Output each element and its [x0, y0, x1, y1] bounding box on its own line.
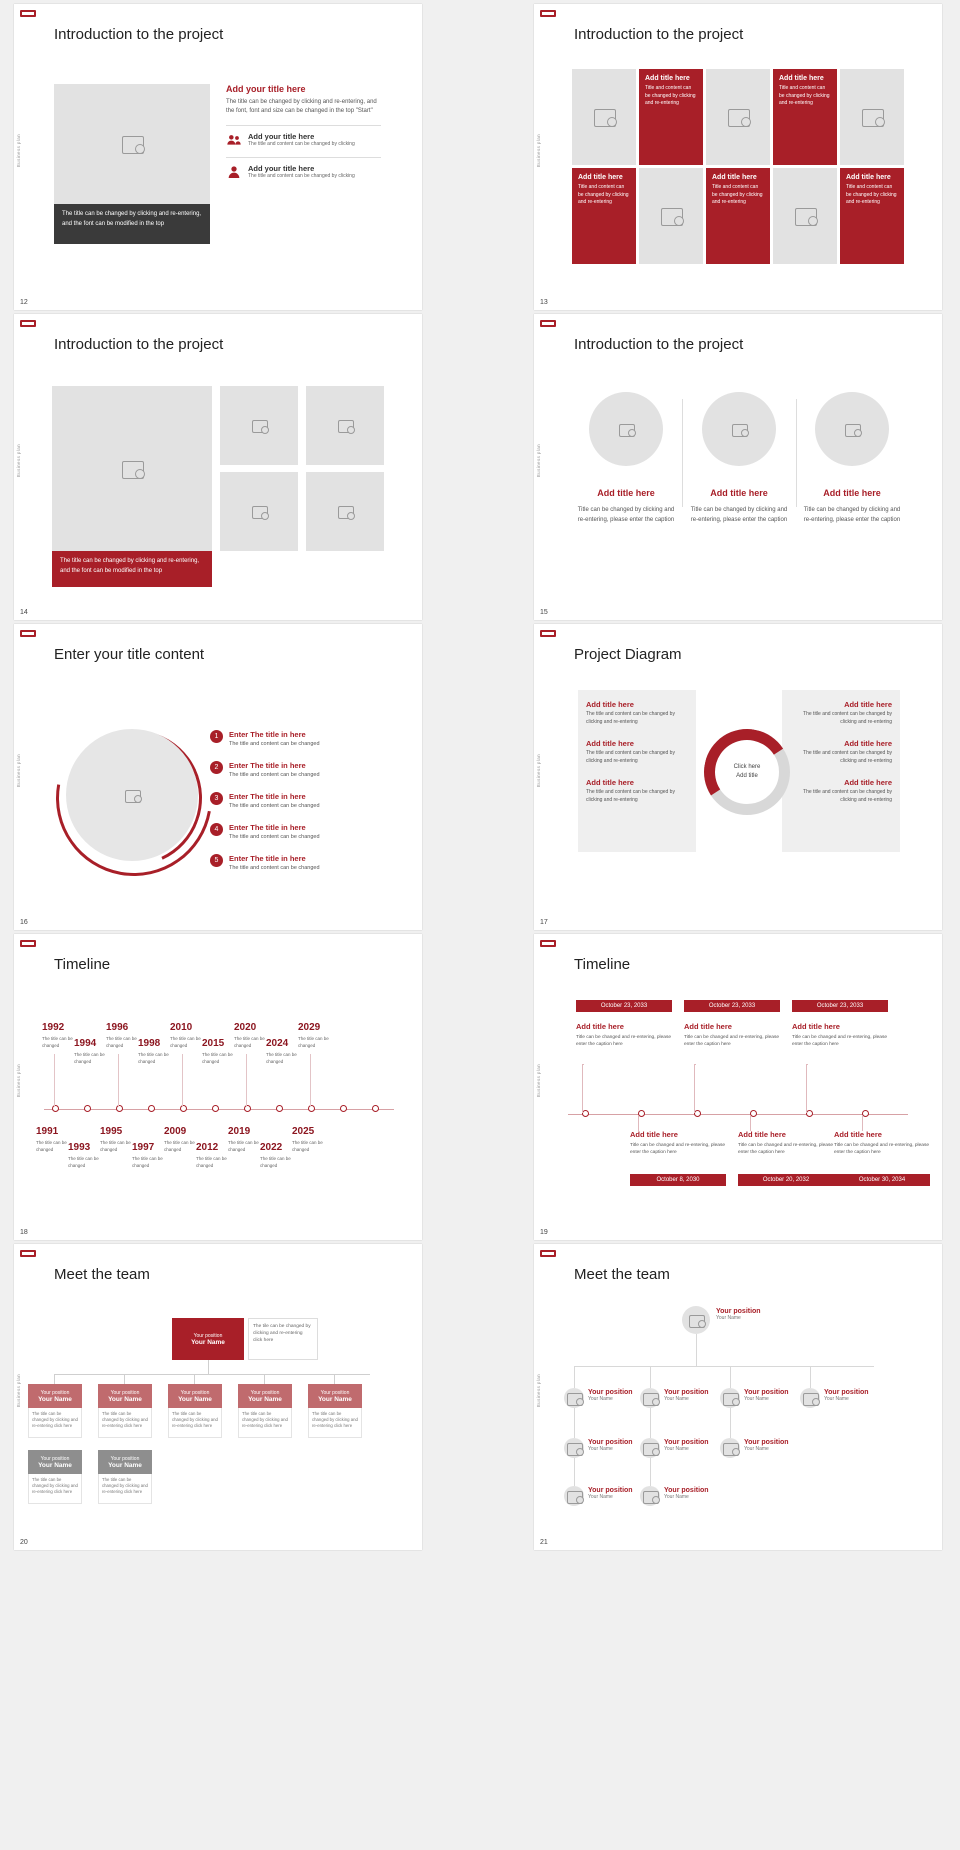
node-name: Your Name: [664, 1494, 689, 1500]
timeline-year[interactable]: 1991: [36, 1126, 59, 1137]
node-position: Your position: [110, 1389, 140, 1396]
page-title: Timeline: [54, 956, 111, 973]
brand-logo-icon: [540, 630, 556, 637]
node-position: Your position: [588, 1439, 633, 1446]
date-badge[interactable]: October 8, 2030: [630, 1174, 726, 1186]
brand-logo-icon: [20, 10, 36, 17]
item-number: 3: [210, 792, 223, 805]
avatar[interactable]: [640, 1486, 660, 1506]
org-node[interactable]: [308, 1384, 362, 1408]
tile-title: Add title here: [712, 174, 757, 181]
node-caption: The title can be changed by clicking and re-entering click here: [308, 1408, 362, 1438]
image-placeholder[interactable]: [706, 69, 770, 165]
page-number: 12: [20, 299, 28, 306]
timeline-year[interactable]: 1995: [100, 1126, 123, 1137]
item-title: Enter The title in here: [229, 761, 306, 770]
item-number: 4: [210, 823, 223, 836]
column-title: Add title here: [597, 488, 655, 498]
item-body: The title and content can be changed: [229, 741, 320, 747]
image-placeholder[interactable]: [773, 168, 837, 264]
tile-body: Title and content can be changed by clicking and re-entering: [712, 184, 763, 205]
timeline-year[interactable]: 2022: [260, 1142, 283, 1153]
timeline-desc: The title can be changed: [298, 1036, 329, 1048]
item-body: The title and content can be changed: [229, 803, 320, 809]
list-item[interactable]: [210, 854, 385, 871]
side-label: Business plan: [16, 1064, 21, 1098]
side-label: Business plan: [536, 1374, 541, 1408]
avatar[interactable]: [564, 1438, 584, 1458]
image-placeholder[interactable]: [815, 392, 889, 466]
node-position: Your position: [744, 1389, 789, 1396]
brand-logo-icon: [540, 940, 556, 947]
node-caption: The title can be changed by clicking and re-entering click here: [98, 1474, 152, 1504]
caption-band: The title can be changed by clicking and re-entering, and the font can be modified in the top: [52, 551, 212, 587]
brand-logo-icon: [540, 1250, 556, 1257]
page-number: 13: [540, 299, 548, 306]
item-body: Title can be changed and re-entering, please enter the caption here: [630, 1143, 726, 1156]
node-name: Your Name: [744, 1396, 769, 1402]
list-item[interactable]: [210, 730, 385, 747]
tile-body: Title and content can be changed by clicking and re-entering: [578, 184, 629, 205]
node-name: Your Name: [716, 1315, 741, 1321]
tile-body: Title and content can be changed by clicking and re-entering: [846, 184, 897, 205]
brand-logo-icon: [20, 1250, 36, 1257]
tile-title: Add title here: [779, 75, 824, 82]
item-body: Title can be changed and re-entering, please enter the caption here: [684, 1035, 780, 1048]
image-placeholder[interactable]: [840, 69, 904, 165]
node-name: Your Name: [38, 1461, 72, 1469]
section-title: Add your title here: [226, 84, 306, 94]
column-body: Title can be changed by clicking and re-entering, please enter the caption: [803, 507, 901, 524]
timeline-desc: The title can be changed: [74, 1052, 105, 1064]
timeline-year[interactable]: 1993: [68, 1142, 91, 1153]
timeline-axis: [568, 1114, 908, 1115]
timeline-desc: The title can be changed: [196, 1156, 227, 1168]
node-name: Your Name: [588, 1396, 613, 1402]
node-name: Your Name: [178, 1395, 212, 1403]
cycle-center-line2: Add title: [736, 773, 758, 779]
left-panel: [578, 690, 696, 852]
node-name: Your Name: [191, 1338, 225, 1346]
item-title: Add title here: [630, 1130, 678, 1139]
side-label: Business plan: [536, 1064, 541, 1098]
item-body: The title and content can be changed: [229, 834, 320, 840]
item-body: The title and content can be changed: [229, 865, 320, 871]
item-title: Add title here: [844, 778, 892, 787]
org-node[interactable]: [168, 1384, 222, 1408]
item-body: Title can be changed and re-entering, please enter the caption here: [834, 1143, 930, 1156]
column-title: Add title here: [823, 488, 881, 498]
slide-14[interactable]: [14, 314, 422, 620]
node-position: Your position: [664, 1487, 709, 1494]
list-item[interactable]: [586, 700, 688, 726]
item-body: Title can be changed and re-entering, please enter the caption here: [576, 1035, 672, 1048]
item-title: Add your title here: [248, 164, 315, 174]
date-badge[interactable]: October 30, 2034: [834, 1174, 930, 1186]
slide-12[interactable]: [14, 4, 422, 310]
column-body: Title can be changed by clicking and re-entering, please enter the caption: [690, 507, 788, 524]
image-placeholder[interactable]: [306, 386, 384, 465]
node-caption: The title can be changed by clicking and re-entering click here: [98, 1408, 152, 1438]
item-title: Add title here: [844, 739, 892, 748]
tile-text[interactable]: [572, 168, 636, 264]
side-label: Business plan: [16, 754, 21, 788]
node-position: Your position: [664, 1439, 709, 1446]
side-label: Business plan: [536, 444, 541, 478]
tile-text[interactable]: [639, 69, 703, 165]
node-position: Your position: [320, 1389, 350, 1396]
column-title: Add title here: [710, 488, 768, 498]
list-item[interactable]: [210, 823, 385, 840]
timeline-year[interactable]: 2010: [170, 1022, 193, 1033]
list-item[interactable]: [790, 739, 892, 765]
page-title: Introduction to the project: [54, 26, 224, 43]
avatar[interactable]: [640, 1438, 660, 1458]
timeline-year[interactable]: 2029: [298, 1022, 321, 1033]
org-node[interactable]: [238, 1384, 292, 1408]
item-title: Add title here: [586, 778, 634, 787]
item-title: Add title here: [586, 700, 634, 709]
brand-logo-icon: [20, 630, 36, 637]
avatar[interactable]: [720, 1388, 740, 1408]
page-number: 17: [540, 919, 548, 926]
node-position: Your position: [193, 1332, 223, 1339]
image-placeholder-main[interactable]: [52, 386, 212, 551]
avatar[interactable]: [564, 1388, 584, 1408]
org-node[interactable]: [28, 1384, 82, 1408]
list-item[interactable]: [790, 700, 892, 726]
timeline-year[interactable]: 1998: [138, 1038, 161, 1049]
item-body: The title and content can be changed by clicking and re-entering: [803, 711, 892, 725]
item-title: Add title here: [738, 1130, 786, 1139]
org-node[interactable]: [28, 1450, 82, 1474]
timeline-year[interactable]: 2025: [292, 1126, 315, 1137]
cycle-diagram[interactable]: [704, 729, 790, 815]
person-icon: [226, 164, 242, 180]
node-name: Your Name: [664, 1446, 689, 1452]
item-title: Add title here: [844, 700, 892, 709]
timeline-desc: The title can be changed: [234, 1036, 265, 1048]
image-placeholder[interactable]: [589, 392, 663, 466]
slide-17[interactable]: [534, 624, 942, 930]
image-placeholder[interactable]: [220, 472, 298, 551]
list-item[interactable]: [210, 761, 385, 778]
list-item[interactable]: [586, 778, 688, 804]
timeline-year[interactable]: 2015: [202, 1038, 225, 1049]
timeline-year[interactable]: 1996: [106, 1022, 129, 1033]
item-body: The title and content can be changed by clicking: [248, 173, 355, 180]
image-placeholder[interactable]: [702, 392, 776, 466]
timeline-desc: The title can be changed: [292, 1140, 323, 1152]
timeline-desc: The title can be changed: [68, 1156, 99, 1168]
page-title: Enter your title content: [54, 646, 205, 663]
item-title: Add title here: [792, 1022, 840, 1031]
tile-text[interactable]: [773, 69, 837, 165]
timeline-desc: The title can be changed: [266, 1052, 297, 1064]
timeline-desc: The title can be changed: [106, 1036, 137, 1048]
node-name: Your Name: [744, 1446, 769, 1452]
tile-body: Title and content can be changed by clicking and re-entering: [645, 85, 696, 106]
timeline-year[interactable]: 2019: [228, 1126, 251, 1137]
side-label: Business plan: [536, 754, 541, 788]
slide-13[interactable]: [534, 4, 942, 310]
tile-title: Add title here: [846, 174, 891, 181]
timeline-year[interactable]: 2024: [266, 1038, 289, 1049]
brand-logo-icon: [540, 10, 556, 17]
page-number: 14: [20, 609, 28, 616]
image-placeholder-circle[interactable]: [66, 729, 198, 861]
image-placeholder[interactable]: [54, 84, 210, 204]
timeline-desc: The title can be changed: [228, 1140, 259, 1152]
item-number: 1: [210, 730, 223, 743]
page-number: 20: [20, 1539, 28, 1546]
people-icon: [226, 132, 242, 148]
node-name: Your Name: [824, 1396, 849, 1402]
timeline-year[interactable]: 1994: [74, 1038, 97, 1049]
timeline-year[interactable]: 2012: [196, 1142, 219, 1153]
page-title: Introduction to the project: [54, 336, 224, 353]
brand-logo-icon: [540, 320, 556, 327]
timeline-year[interactable]: 1997: [132, 1142, 155, 1153]
page-title: Project Diagram: [574, 646, 682, 663]
node-position: Your position: [40, 1389, 70, 1396]
page-number: 15: [540, 609, 548, 616]
node-position: Your position: [250, 1389, 280, 1396]
page-title: Introduction to the project: [574, 26, 744, 43]
side-label: Business plan: [16, 134, 21, 168]
section-body: The title can be changed by clicking and re-entering, and the font, font and size can be changed in the top "Start": [226, 99, 377, 114]
node-name: Your Name: [588, 1446, 613, 1452]
node-name: Your Name: [588, 1494, 613, 1500]
item-body: Title can be changed and re-entering, please enter the caption here: [738, 1143, 834, 1156]
root-note[interactable]: The tile can be changed by clicking and re-entering click here: [248, 1318, 318, 1360]
node-caption: The title can be changed by clicking and re-entering click here: [28, 1474, 82, 1504]
caption-band: The title can be changed by clicking and re-entering, and the font can be modified in the top: [54, 204, 210, 244]
date-badge[interactable]: October 23, 2033: [792, 1000, 888, 1012]
side-label: Business plan: [16, 1374, 21, 1408]
slide-18[interactable]: [14, 934, 422, 1240]
node-position: Your position: [664, 1389, 709, 1396]
avatar[interactable]: [640, 1388, 660, 1408]
node-name: Your Name: [108, 1395, 142, 1403]
org-root-node[interactable]: [172, 1318, 244, 1360]
item-body: The title and content can be changed by clicking and re-entering: [586, 789, 675, 803]
node-position: Your position: [716, 1308, 761, 1315]
item-title: Enter The title in here: [229, 823, 306, 832]
item-title: Enter The title in here: [229, 792, 306, 801]
item-body: The title and content can be changed: [229, 772, 320, 778]
image-placeholder[interactable]: [220, 386, 298, 465]
item-title: Enter The title in here: [229, 854, 306, 863]
node-position: Your position: [180, 1389, 210, 1396]
avatar[interactable]: [564, 1486, 584, 1506]
node-caption: The title can be changed by clicking and re-entering click here: [238, 1408, 292, 1438]
node-caption: The title can be changed by clicking and re-entering click here: [168, 1408, 222, 1438]
list-item[interactable]: [226, 125, 381, 148]
timeline-desc: The title can be changed: [202, 1052, 233, 1064]
timeline-year[interactable]: 1992: [42, 1022, 65, 1033]
item-title: Add your title here: [248, 132, 315, 141]
slide-16[interactable]: [14, 624, 422, 930]
org-node[interactable]: [98, 1450, 152, 1474]
node-name: Your Name: [38, 1395, 72, 1403]
tile-grid: [572, 69, 904, 264]
node-position: Your position: [588, 1487, 633, 1494]
page-title: Timeline: [574, 956, 631, 973]
timeline-desc: The title can be changed: [138, 1052, 169, 1064]
page-title: Introduction to the project: [574, 336, 744, 353]
image-placeholder[interactable]: [639, 168, 703, 264]
column-body: Title can be changed by clicking and re-entering, please enter the caption: [577, 507, 675, 524]
side-label: Business plan: [16, 444, 21, 478]
item-body: The title and content can be changed by clicking and re-entering: [586, 711, 675, 725]
list-item[interactable]: [790, 778, 892, 804]
image-placeholder[interactable]: [572, 69, 636, 165]
right-panel: [782, 690, 900, 852]
tile-text[interactable]: [706, 168, 770, 264]
item-title: Add title here: [834, 1130, 882, 1139]
item-body: The title and content can be changed by clicking: [248, 141, 355, 147]
tile-text[interactable]: [840, 168, 904, 264]
tile-title: Add title here: [578, 174, 623, 181]
item-body: Title can be changed and re-entering, please enter the caption here: [792, 1035, 888, 1048]
slide-19[interactable]: [534, 934, 942, 1240]
item-number: 5: [210, 854, 223, 867]
date-badge[interactable]: October 23, 2033: [576, 1000, 672, 1012]
timeline-desc: The title can be changed: [100, 1140, 131, 1152]
list-item[interactable]: [210, 792, 385, 809]
slide-20[interactable]: [14, 1244, 422, 1550]
page-number: 19: [540, 1229, 548, 1236]
brand-logo-icon: [20, 320, 36, 327]
node-position: Your position: [40, 1455, 70, 1462]
node-name: Your Name: [248, 1395, 282, 1403]
node-position: Your position: [110, 1455, 140, 1462]
page-title: Meet the team: [574, 1266, 670, 1283]
item-body: The title and content can be changed by clicking and re-entering: [586, 750, 675, 764]
item-body: The title and content can be changed by clicking and re-entering: [803, 750, 892, 764]
org-node[interactable]: [98, 1384, 152, 1408]
page-number: 18: [20, 1229, 28, 1236]
timeline-year[interactable]: 2020: [234, 1022, 257, 1033]
item-body: The title and content can be changed by clicking and re-entering: [803, 789, 892, 803]
node-position: Your position: [824, 1389, 869, 1396]
timeline-desc: The title can be changed: [132, 1156, 163, 1168]
image-placeholder[interactable]: [306, 472, 384, 551]
timeline-desc: The title can be changed: [260, 1156, 291, 1168]
page-number: 21: [540, 1539, 548, 1546]
timeline-year[interactable]: 2009: [164, 1126, 187, 1137]
avatar[interactable]: [682, 1306, 710, 1334]
side-label: Business plan: [536, 134, 541, 168]
timeline-desc: The title can be changed: [170, 1036, 201, 1048]
cycle-center-label[interactable]: [726, 751, 768, 793]
item-title: Enter The title in here: [229, 730, 306, 739]
item-title: Add title here: [684, 1022, 732, 1031]
date-badge[interactable]: October 23, 2033: [684, 1000, 780, 1012]
slide-15[interactable]: [534, 314, 942, 620]
brand-logo-icon: [20, 940, 36, 947]
list-item[interactable]: [586, 739, 688, 765]
item-title: Add title here: [586, 739, 634, 748]
page-title: Meet the team: [54, 1266, 150, 1283]
item-number: 2: [210, 761, 223, 774]
cycle-center-line1: Click here: [733, 764, 761, 770]
tile-title: Add title here: [645, 75, 690, 82]
right-content: [226, 84, 381, 181]
node-name: Your Name: [318, 1395, 352, 1403]
date-badge[interactable]: October 20, 2032: [738, 1174, 834, 1186]
slide-21[interactable]: [534, 1244, 942, 1550]
node-position: Your position: [588, 1389, 633, 1396]
node-name: Your Name: [108, 1461, 142, 1469]
page-number: 16: [20, 919, 28, 926]
node-position: Your position: [744, 1439, 789, 1446]
node-caption: The title can be changed by clicking and re-entering click here: [28, 1408, 82, 1438]
node-name: Your Name: [664, 1396, 689, 1402]
timeline-desc: The title can be changed: [36, 1140, 67, 1152]
timeline-desc: The title can be changed: [42, 1036, 73, 1048]
avatar[interactable]: [720, 1438, 740, 1458]
tile-body: Title and content can be changed by clicking and re-entering: [779, 85, 830, 106]
timeline-desc: The title can be changed: [164, 1140, 195, 1152]
item-title: Add title here: [576, 1022, 624, 1031]
list-item[interactable]: [226, 157, 381, 180]
avatar[interactable]: [800, 1388, 820, 1408]
